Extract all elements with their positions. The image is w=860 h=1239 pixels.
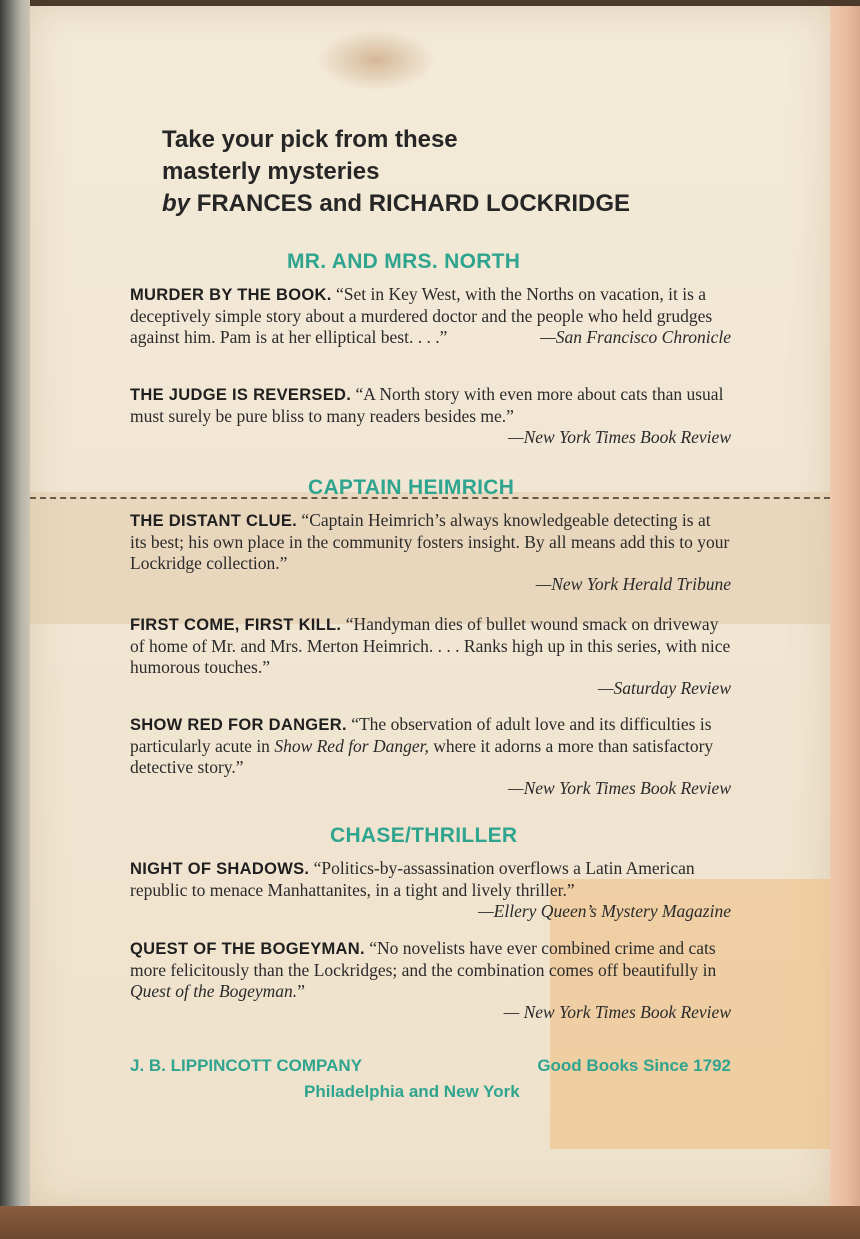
entry-show-red-for-danger — [130, 714, 731, 799]
heading-line-2: masterly mysteries — [162, 158, 380, 185]
review-source: —San Francisco Chronicle — [540, 327, 731, 347]
book-title: THE JUDGE IS REVERSED. — [130, 386, 352, 404]
book-title: SHOW RED FOR DANGER. — [130, 716, 347, 734]
review-source: — New York Times Book Review — [503, 1002, 731, 1022]
page-heading — [162, 124, 782, 220]
review-quote-start: “The observation of adult love and its difficulties is particularly acute in — [130, 714, 712, 756]
publisher-slogan: Good Books Since 1792 — [537, 1056, 731, 1075]
review-quote-end: ” — [297, 981, 305, 1001]
review-quote-start: “No novelists have ever combined crime and cats more felicitously than the Lockridges; and the combination comes off beautifully in — [130, 938, 717, 980]
heading-line-1: Take your pick from these — [162, 126, 458, 153]
heading-line-3 — [162, 188, 782, 220]
heading-by: by — [162, 190, 191, 217]
entry-the-distant-clue — [130, 510, 731, 595]
review-quote-end: where it adorns a more than satisfactory detective story.” — [130, 736, 714, 777]
book-title: THE DISTANT CLUE. — [130, 512, 298, 530]
table-surface — [0, 1206, 860, 1239]
entry-the-judge-is-reversed — [130, 384, 731, 448]
section-title-heimrich: CAPTAIN HEIMRICH — [308, 476, 515, 499]
section-title-chase-thriller: CHASE/THRILLER — [330, 824, 518, 847]
book-title: QUEST OF THE BOGEYMAN. — [130, 940, 365, 958]
review-source: —New York Times Book Review — [508, 427, 731, 447]
book-title: FIRST COME, FIRST KILL. — [130, 616, 342, 634]
review-quote-italic: Quest of the Bogeyman. — [130, 981, 298, 1001]
review-quote: “A North story with even more about cats than usual must surely be pure bliss to many readers besides me.” — [130, 384, 724, 426]
review-source: —New York Times Book Review — [508, 778, 731, 798]
entry-murder-by-the-book — [130, 284, 731, 348]
review-quote: “Politics-by-assassination overflows a Latin American republic to menace Manhattanites, in a tight and lively thriller.” — [130, 858, 695, 900]
page-content — [30, 6, 830, 1206]
book-page — [30, 6, 830, 1206]
entry-night-of-shadows — [130, 858, 731, 922]
entry-first-come-first-kill — [130, 614, 731, 699]
page-edge — [830, 6, 860, 1206]
review-quote-italic: Show Red for Danger, — [274, 736, 429, 756]
review-source: —Saturday Review — [597, 678, 731, 698]
publisher-location: Philadelphia and New York — [304, 1082, 520, 1101]
review-source: —Ellery Queen’s Mystery Magazine — [478, 901, 731, 921]
entry-quest-of-the-bogeyman — [130, 938, 731, 1023]
book-title: NIGHT OF SHADOWS. — [130, 860, 310, 878]
review-quote: “Handyman dies of bullet wound smack on driveway of home of Mr. and Mrs. Merton Heimrich. . . . Ranks high up in this series, with nice humorous touches.” — [130, 614, 731, 677]
publisher-footer — [130, 1056, 731, 1108]
book-spine — [0, 0, 30, 1239]
review-quote: “Set in Key West, with the Norths on vacation, it is a deceptively simple story about a murdered doctor and the people who held grudges against him. Pam is at her elliptical best. . . .” — [130, 284, 713, 347]
publisher-name: J. B. LIPPINCOTT COMPANY — [130, 1056, 363, 1075]
review-source: —New York Herald Tribune — [535, 574, 731, 594]
book-title: MURDER BY THE BOOK. — [130, 286, 332, 304]
section-title-north: MR. AND MRS. NORTH — [287, 250, 521, 273]
heading-authors: FRANCES and RICHARD LOCKRIDGE — [196, 190, 631, 217]
review-quote: “Captain Heimrich’s always knowledgeable detecting is at its best; his own place in the community fosters insight. By all means add this to your Lockridge collection.” — [130, 510, 730, 573]
